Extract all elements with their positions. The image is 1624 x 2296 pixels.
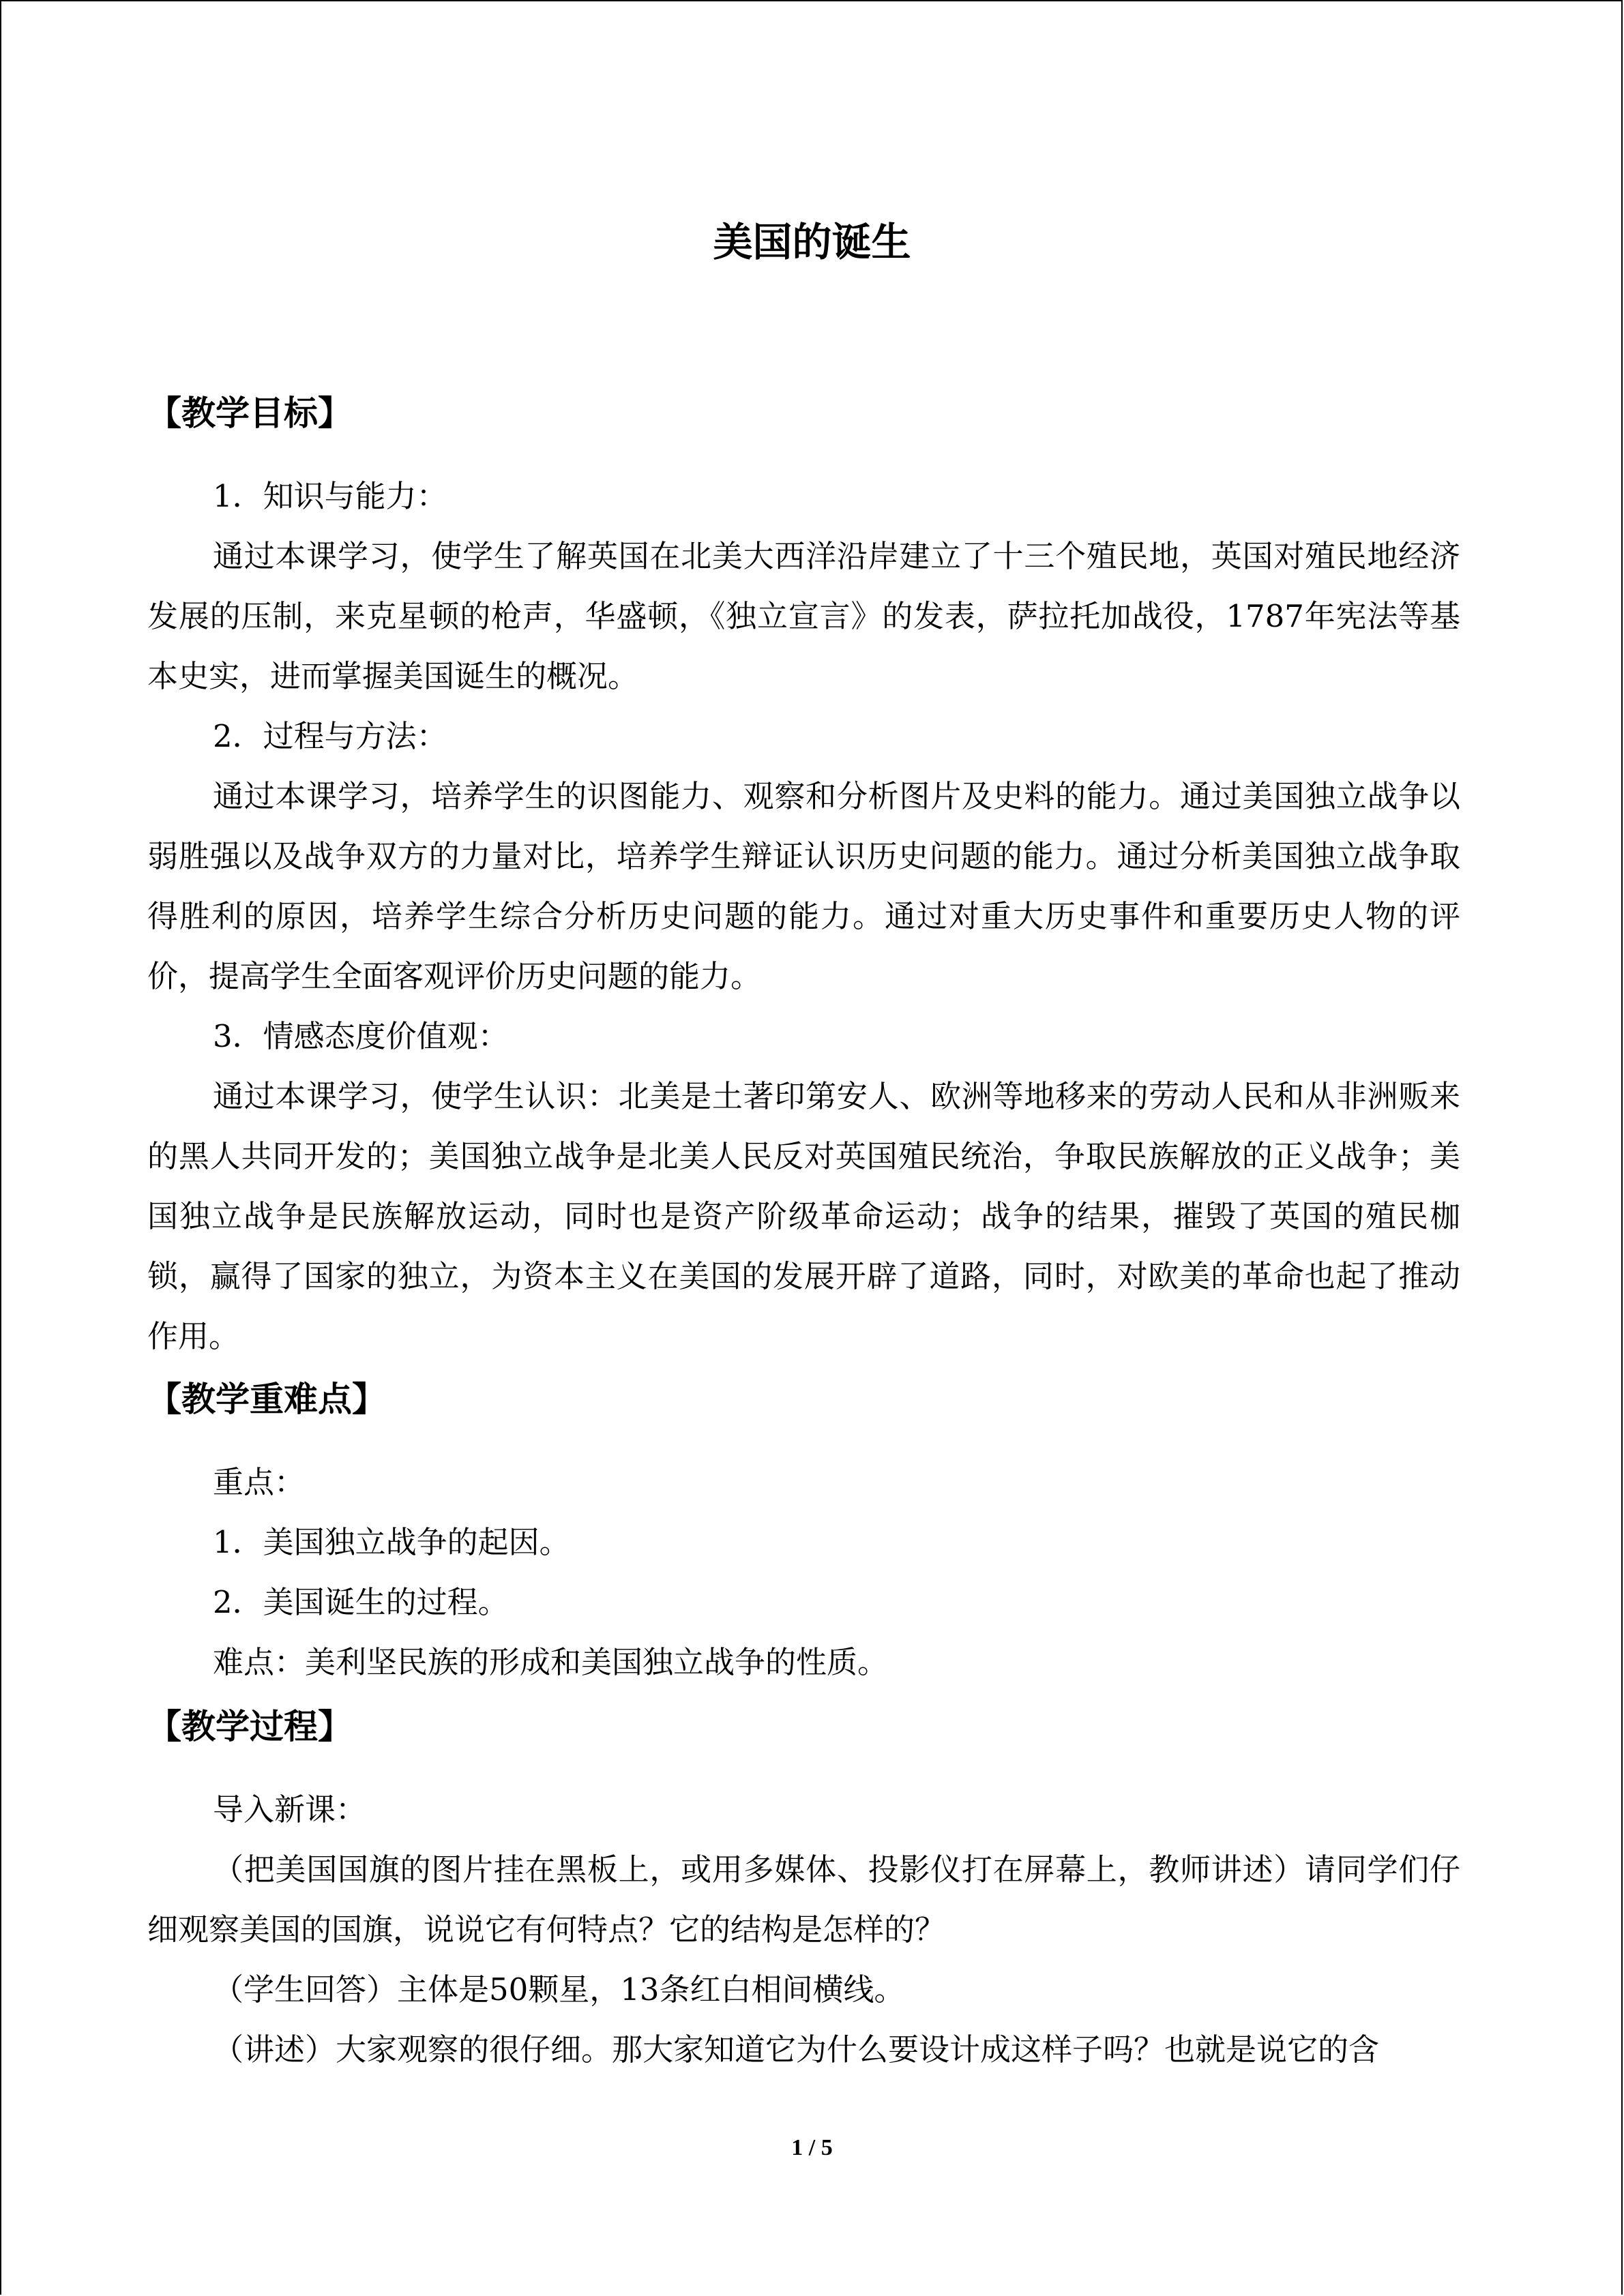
section-heading-objectives: 【教学目标】 bbox=[147, 393, 352, 433]
process-paragraph-3: （讲述）大家观察的很仔细。那大家知道它为什么要设计成这样子吗？也就是说它的含 bbox=[213, 2031, 1380, 2068]
section-heading-process: 【教学过程】 bbox=[147, 1707, 352, 1746]
key-point-1: 1．美国独立战争的起因。 bbox=[213, 1524, 570, 1560]
process-paragraph-1: （把美国国旗的图片挂在黑板上，或用多媒体、投影仪打在屏幕上，教师讲述）请同学们仔细观察美国的国旗，说说它有何特点？它的结构是怎样的？ bbox=[147, 1851, 1460, 1948]
objective-2-text: 通过本课学习，培养学生的识图能力、观察和分析图片及史料的能力。通过美国独立战争以弱胜强以及战争双方的力量对比，培养学生辩证认识历史问题的能力。通过分析美国独立战争取得胜利的原因，培养学生综合分析历史问题的能力。通过对重大历史事件和重要历史人物的评价，提高学生全面客观评价历史问题的能力。 bbox=[147, 778, 1460, 994]
objective-3-label: 3．情感态度价值观： bbox=[213, 1018, 509, 1054]
objective-2-label: 2．过程与方法： bbox=[213, 718, 447, 754]
key-points-label: 重点： bbox=[213, 1464, 306, 1500]
objective-1-label: 1．知识与能力： bbox=[213, 478, 447, 514]
objective-1-text: 通过本课学习，使学生了解英国在北美大西洋沿岸建立了十三个殖民地，英国对殖民地经济发展的压制，来克星顿的枪声，华盛顿，《独立宣言》的发表，萨拉托加战役，1787年宪法等基本史实，进而掌握美国诞生的概况。 bbox=[147, 538, 1460, 694]
difficulty-point: 难点：美利坚民族的形成和美国独立战争的性质。 bbox=[213, 1644, 889, 1680]
section-heading-key-points: 【教学重难点】 bbox=[147, 1380, 386, 1419]
key-point-2: 2．美国诞生的过程。 bbox=[213, 1584, 509, 1620]
process-paragraph-2: （学生回答）主体是50颗星，13条红白相间横线。 bbox=[213, 1971, 905, 2008]
page-number: 1 / 5 bbox=[791, 2135, 833, 2160]
objective-3-text: 通过本课学习，使学生认识：北美是土著印第安人、欧洲等地移来的劳动人民和从非洲贩来的黑人共同开发的；美国独立战争是北美人民反对英国殖民统治，争取民族解放的正义战争；美国独立战争是民族解放运动，同时也是资产阶级革命运动；战争的结果，摧毁了英国的殖民枷锁，赢得了国家的独立，为资本主义在美国的发展开辟了道路，同时，对欧美的革命也起了推动作用。 bbox=[147, 1078, 1460, 1354]
intro-label: 导入新课： bbox=[213, 1791, 367, 1828]
page-title: 美国的诞生 bbox=[713, 219, 911, 265]
